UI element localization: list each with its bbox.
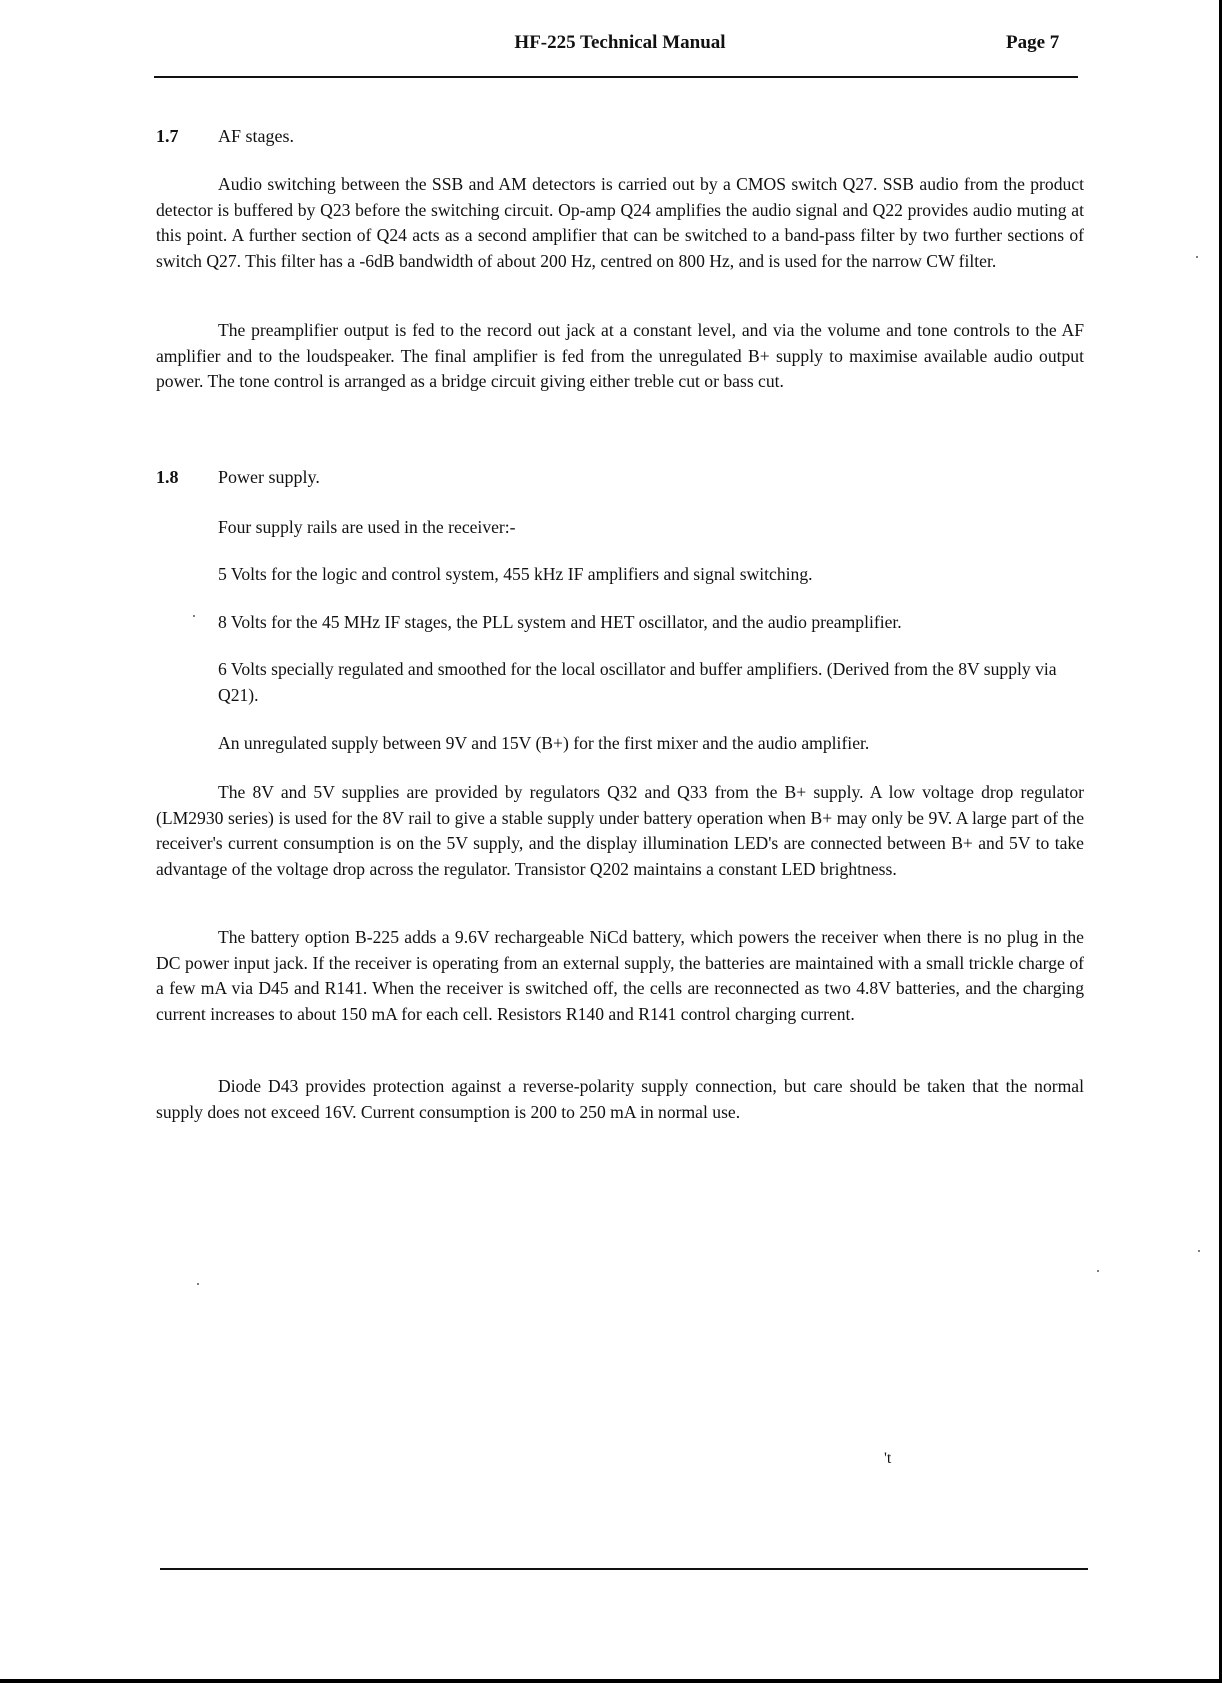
scan-speck	[193, 615, 195, 617]
rail-5v: 5 Volts for the logic and control system, 455 kHz IF amplifiers and signal switching.	[218, 564, 813, 584]
section-heading-af-stages	[156, 126, 294, 147]
paragraph-regulators: The 8V and 5V supplies are provided by regulators Q32 and Q33 from the B+ supply. A low voltage drop regulator (LM2930 series) is used for the 8V rail to give a stable supply under battery operation when B+ may only be 9V. A large part of the receiver's current consumption is on the 5V supply, and the display illumination LED's are connected between B+ and 5V to take advantage of the voltage drop across the regulator. Transistor Q202 maintains a constant LED brightness.	[156, 782, 1084, 879]
supply-rails-intro: Four supply rails are used in the receiver:-	[218, 517, 516, 537]
paragraph-battery-option: The battery option B-225 adds a 9.6V rechargeable NiCd battery, which powers the receiver when there is no plug in the DC power input jack. If the receiver is operating from an external supply, the batteries are maintained with a small trickle charge of a few mA via D45 and R141. When the receiver is switched off, the cells are reconnected as two 4.8V batteries, and the charging current increases to about 150 mA for each cell. Resistors R140 and R141 control charging current.	[156, 927, 1084, 1024]
page-number: Page 7	[1006, 32, 1060, 53]
scan-speck	[1198, 1250, 1200, 1252]
scan-edge-bottom	[0, 1679, 1222, 1683]
section-number: 1.8	[156, 467, 179, 487]
section-number: 1.7	[156, 126, 179, 146]
footer-rule	[160, 1568, 1088, 1570]
paragraph-preamplifier: The preamplifier output is fed to the record out jack at a constant level, and via the volume and tone controls to the AF amplifier and to the loudspeaker. The final amplifier is fed from the unregulated B+ supply to maximise available audio output power. The tone control is arranged as a bridge circuit giving either treble cut or bass cut.	[156, 320, 1084, 391]
scan-speck	[1097, 1270, 1099, 1272]
header-rule	[154, 76, 1078, 78]
section-heading-power-supply	[156, 467, 320, 488]
paragraph-protection-diode: Diode D43 provides protection against a reverse-polarity supply connection, but care should be taken that the normal supply does not exceed 16V. Current consumption is 200 to 250 mA in normal use.	[156, 1076, 1084, 1122]
rail-6v: 6 Volts specially regulated and smoothed for the local oscillator and buffer amplifiers. (Derived from the 8V supply via Q21).	[218, 659, 1057, 705]
section-title: Power supply.	[218, 467, 320, 487]
paragraph-audio-switching: Audio switching between the SSB and AM detectors is carried out by a CMOS switch Q27. SSB audio from the product detector is buffered by Q23 before the switching circuit. Op-amp Q24 amplifies the audio signal and Q22 provides audio muting at this point. A further section of Q24 acts as a second amplifier that can be switched to a band-pass filter by two further sections of switch Q27. This filter has a -6dB bandwidth of about 200 Hz, centred on 800 Hz, and is used for the narrow CW filter.	[156, 174, 1084, 271]
scan-speck	[197, 1283, 199, 1285]
section-title: AF stages.	[218, 126, 294, 146]
rail-unregulated: An unregulated supply between 9V and 15V (B+) for the first mixer and the audio amplifier.	[218, 733, 870, 753]
scan-speck	[1196, 256, 1198, 258]
rail-8v: 8 Volts for the 45 MHz IF stages, the PLL system and HET oscillator, and the audio preamplifier.	[218, 612, 902, 632]
header-title: HF-225 Technical Manual	[514, 32, 726, 53]
scan-mark: 't	[884, 1450, 892, 1467]
